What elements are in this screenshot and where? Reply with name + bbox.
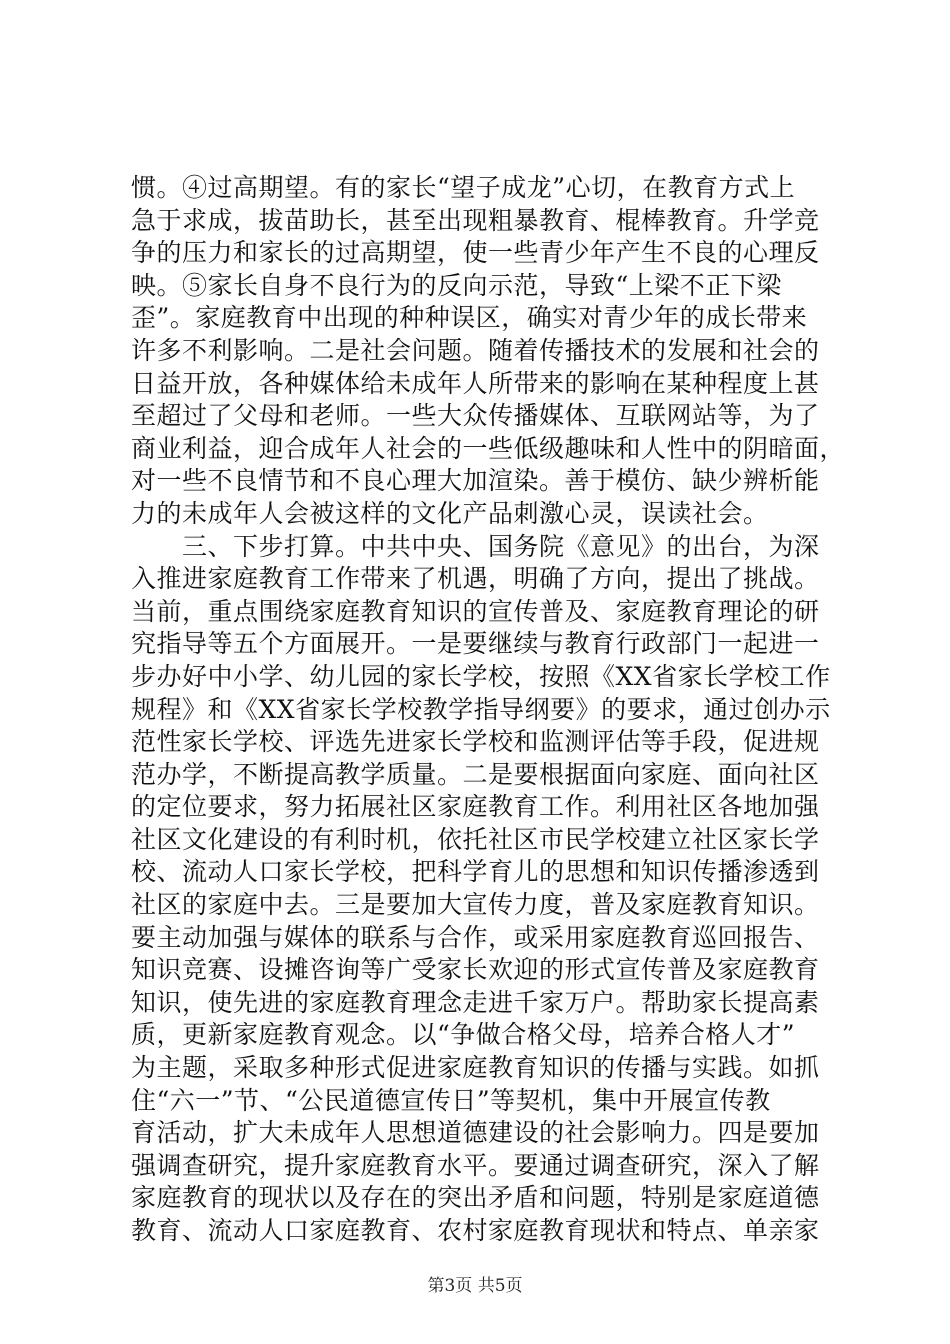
text-line: 对一些不良情节和不良心理大加渲染。善于模仿、缺少辨析能 [131,466,820,496]
page-number: 第3页 共5页 [427,1276,523,1296]
text-line: 校、流动人口家长学校，把科学育儿的思想和知识传播渗透到 [131,857,820,887]
text-line: 质，更新家庭教育观念。以“争做合格父母，培养合格人才” [131,1020,796,1050]
text-line: 力的未成年人会被这样的文化产品刺激心灵，误读社会。 [131,498,769,528]
text-line: 范办学，不断提高教学质量。二是要根据面向家庭、面向社区 [131,759,820,789]
text-line: 商业利益，迎合成年人社会的一些低级趣味和人性中的阴暗面， [131,433,846,463]
text-line: 许多不利影响。二是社会问题。随着传播技术的发展和社会的 [131,335,820,365]
text-line: 社区的家庭中去。三是要加大宣传力度，普及家庭教育知识。 [131,890,820,920]
text-line: 社区文化建设的有利时机，依托社区市民学校建立社区家长学 [131,824,820,854]
text-line: 争的压力和家长的过高期望，使一些青少年产生不良的心理反 [131,238,820,268]
text-line: 知识竞赛、设摊咨询等广受家长欢迎的形式宣传普及家庭教育 [131,955,820,985]
text-line: 范性家长学校、评选先进家长学校和监测评估等手段，促进规 [131,727,820,757]
text-line: 歪”。家庭教育中出现的种种误区，确实对青少年的成长带来 [131,303,808,333]
text-line: 强调查研究，提升家庭教育水平。要通过调查研究，深入了解 [131,1150,820,1180]
text-line: 育活动，扩大未成年人思想道德建设的社会影响力。四是要加 [131,1118,820,1148]
text-line: 入推进家庭教育工作带来了机遇，明确了方向，提出了挑战。 [131,564,820,594]
text-line: 当前，重点围绕家庭教育知识的宣传普及、家庭教育理论的研 [131,596,820,626]
text-line: 日益开放，各种媒体给未成年人所带来的影响在某种程度上甚 [131,368,820,398]
text-line: 惯。④过高期望。有的家长“望子成龙”心切，在教育方式上 [131,173,796,202]
text-line: 急于求成，拔苗助长，甚至出现粗暴教育、棍棒教育。升学竞 [131,205,820,235]
text-line: 映。⑤家长自身不良行为的反向示范，导致“上梁不正下梁 [131,270,782,300]
text-line: 规程》和《XX省家长学校教学指导纲要》的要求，通过创办示 [131,694,831,724]
text-line: 为主题，采取多种形式促进家庭教育知识的传播与实践。如抓 [131,1053,820,1083]
text-line: 的定位要求，努力拓展社区家庭教育工作。利用社区各地加强 [131,792,820,822]
text-line: 教育、流动人口家庭教育、农村家庭教育现状和特点、单亲家 [131,1216,820,1245]
text-line: 家庭教育的现状以及存在的突出矛盾和问题，特别是家庭道德 [131,1183,820,1213]
body-text [131,172,846,1248]
text-line: 究指导等五个方面展开。一是要继续与教育行政部门一起进一 [131,629,820,659]
text-line: 知识，使先进的家庭教育理念走进千家万户。帮助家长提高素 [131,987,820,1017]
text-line: 住“六一”节、“公民道德宣传日”等契机，集中开展宣传教 [131,1085,771,1115]
text-line: 步办好中小学、幼儿园的家长学校，按照《XX省家长学校工作 [131,661,831,691]
text-line: 至超过了父母和老师。一些大众传播媒体、互联网站等，为了 [131,401,820,431]
text-line: 三、下步打算。中共中央、国务院《意见》的出台，为深 [131,531,820,561]
text-line: 要主动加强与媒体的联系与合作，或采用家庭教育巡回报告、 [131,922,820,952]
